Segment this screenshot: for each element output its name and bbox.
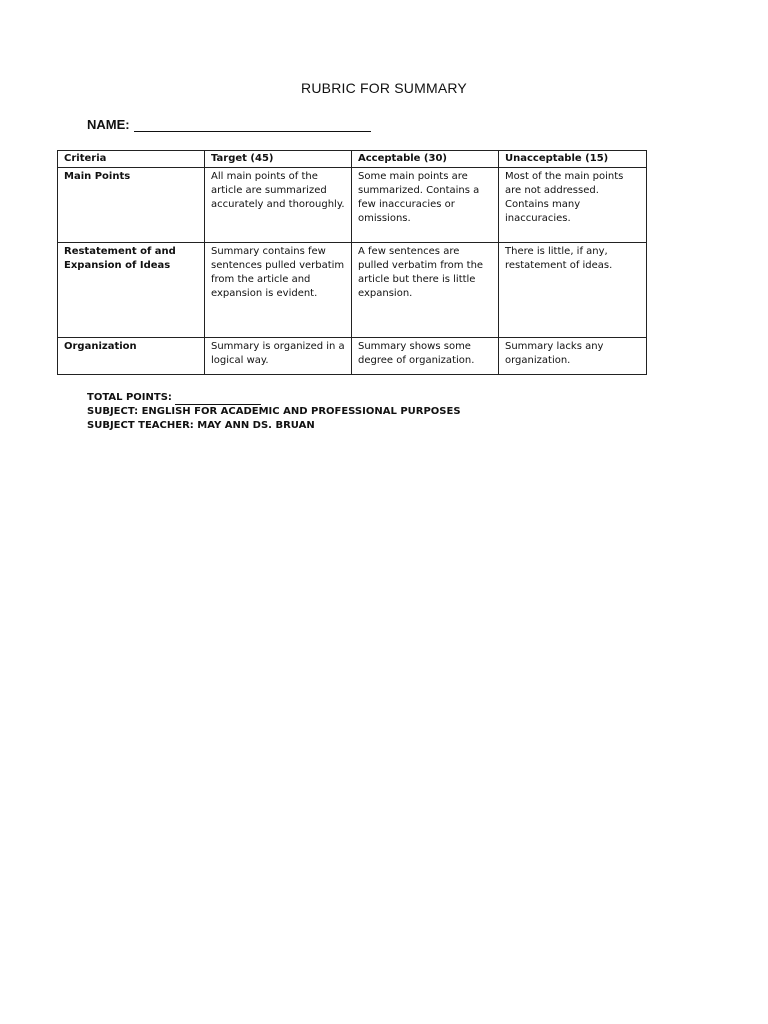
table-row [58,243,647,338]
criteria-cell: Main Points [58,168,205,243]
subject-line: SUBJECT: ENGLISH FOR ACADEMIC AND PROFESSIONAL PURPOSES [87,406,461,417]
header-target: Target (45) [205,151,352,168]
unacceptable-cell: Summary lacks any organization. [499,338,647,375]
name-blank-line [134,119,371,132]
target-cell: All main points of the article are summarized accurately and thoroughly. [205,168,352,243]
acceptable-cell: Some main points are summarized. Contains a few inaccuracies or omissions. [352,168,499,243]
subject-teacher-line: SUBJECT TEACHER: MAY ANN DS. BRUAN [87,420,315,431]
total-points-line [87,391,461,405]
acceptable-cell: A few sentences are pulled verbatim from the article but there is little expansion. [352,243,499,338]
total-points-label: TOTAL POINTS: [87,392,172,403]
target-cell: Summary is organized in a logical way. [205,338,352,375]
page-title: RUBRIC FOR SUMMARY [301,80,467,96]
criteria-cell: Restatement of and Expansion of Ideas [58,243,205,338]
table-row [58,338,647,375]
name-label: NAME: [87,117,130,132]
total-points-blank-line [175,394,261,405]
unacceptable-cell: There is little, if any, restatement of ideas. [499,243,647,338]
header-unacceptable: Unacceptable (15) [499,151,647,168]
name-field [87,117,371,132]
table-header-row [58,151,647,168]
acceptable-cell: Summary shows some degree of organization. [352,338,499,375]
criteria-cell: Organization [58,338,205,375]
header-criteria: Criteria [58,151,205,168]
document-footer [87,391,461,433]
header-acceptable: Acceptable (30) [352,151,499,168]
rubric-table [57,150,647,375]
table-row [58,168,647,243]
unacceptable-cell: Most of the main points are not addressed. Contains many inaccuracies. [499,168,647,243]
target-cell: Summary contains few sentences pulled verbatim from the article and expansion is evident. [205,243,352,338]
